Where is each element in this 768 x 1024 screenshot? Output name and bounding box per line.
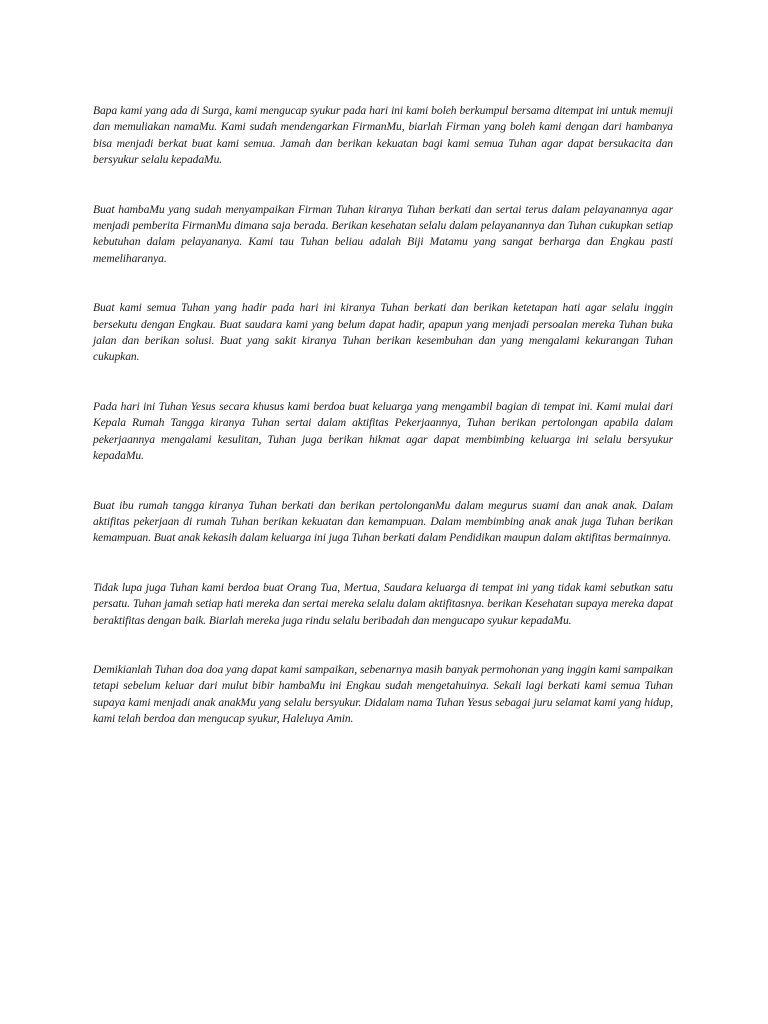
paragraph: Bapa kami yang ada di Surga, kami mengucap syukur pada hari ini kami boleh berkumpul bersama ditempat ini untuk memuji dan memuliakan namaMu. Kami sudah mendengarkan FirmanMu, biarlah Firman yang boleh kami dengan dari hambanya bisa menjadi berkat buat kami semua. Jamah dan berikan kekuatan bagi kami semua Tuhan agar dapat bersukacita dan bersyukur selalu kepadaMu. xyxy=(93,104,673,167)
paragraph: Buat hambaMu yang sudah menyampaikan Firman Tuhan kiranya Tuhan berkati dan sertai terus dalam pelayanannya agar menjadi pemberita FirmanMu dimana saja berada. Berikan kesehatan selalu dalam pelayanannya dan Tuhan cukupkan setiap kebutuhan dalam pelayananya. Kami tau Tuhan beliau adalah Biji Matamu yang sangat berharga dan Engkau pasti memeliharanya. xyxy=(93,202,673,265)
paragraph: Buat ibu rumah tangga kiranya Tuhan berkati dan berikan pertolonganMu dalam megurus suami dan anak anak. Dalam aktifitas pekerjaan di rumah Tuhan berikan kekuatan dan kemampuan. Dalam membimbing anak anak juga Tuhan berikan kemampuan. Buat anak kekasih dalam keluarga ini juga Tuhan berkati dalam Pendidikan maupun dalam aktifitas bermainnya. xyxy=(93,498,673,545)
paragraph: Tidak lupa juga Tuhan kami berdoa buat Orang Tua, Mertua, Saudara keluarga di tempat ini yang tidak kami sebutkan satu persatu. Tuhan jamah setiap hati mereka dan sertai mereka selalu dalam aktifitasnya. berikan Kesehatan supaya mereka dapat beraktifitas dengan baik. Biarlah mereka juga rindu selalu beribadah dan mengucapo syukur kepadaMu. xyxy=(93,580,673,627)
paragraph: Buat kami semua Tuhan yang hadir pada hari ini kiranya Tuhan berkati dan berikan ketetapan hati agar selalu inggin bersekutu dengan Engkau. Buat saudara kami yang belum dapat hadir, apapun yang menjadi persoalan mereka Tuhan buka jalan dan berikan solusi. Buat yang sakit kiranya Tuhan berikan kesembuhan dan yang mengalami kekurangan Tuhan cukupkan. xyxy=(93,301,673,364)
paragraph: Demikianlah Tuhan doa doa yang dapat kami sampaikan, sebenarnya masih banyak permohonan yang inggin kami sampaikan tetapi sebelum keluar dari mulut bibir hambaMu ini Engkau sudah mengetahuinya. Sekali lagi berkati kami semua Tuhan supaya kami menjadi anak anakMu yang selalu bersyukur. Didalam nama Tuhan Yesus sebagai juru selamat kami yang hidup, kami telah berdoa dan mengucap syukur, Haleluya Amin. xyxy=(93,662,673,726)
paragraph: Pada hari ini Tuhan Yesus secara khusus kami berdoa buat keluarga yang mengambil bagian di tempat ini. Kami mulai dari Kepala Rumah Tangga kiranya Tuhan sertai dalam aktifitas Pekerjaannya, Tuhan berikan pertolongan apabila dalam pekerjaannya mengalami kesulitan, Tuhan juga berikan hikmat agar dapat membimbing keluarga ini selalu bersyukur kepadaMu. xyxy=(93,399,673,463)
document-body xyxy=(93,103,673,761)
